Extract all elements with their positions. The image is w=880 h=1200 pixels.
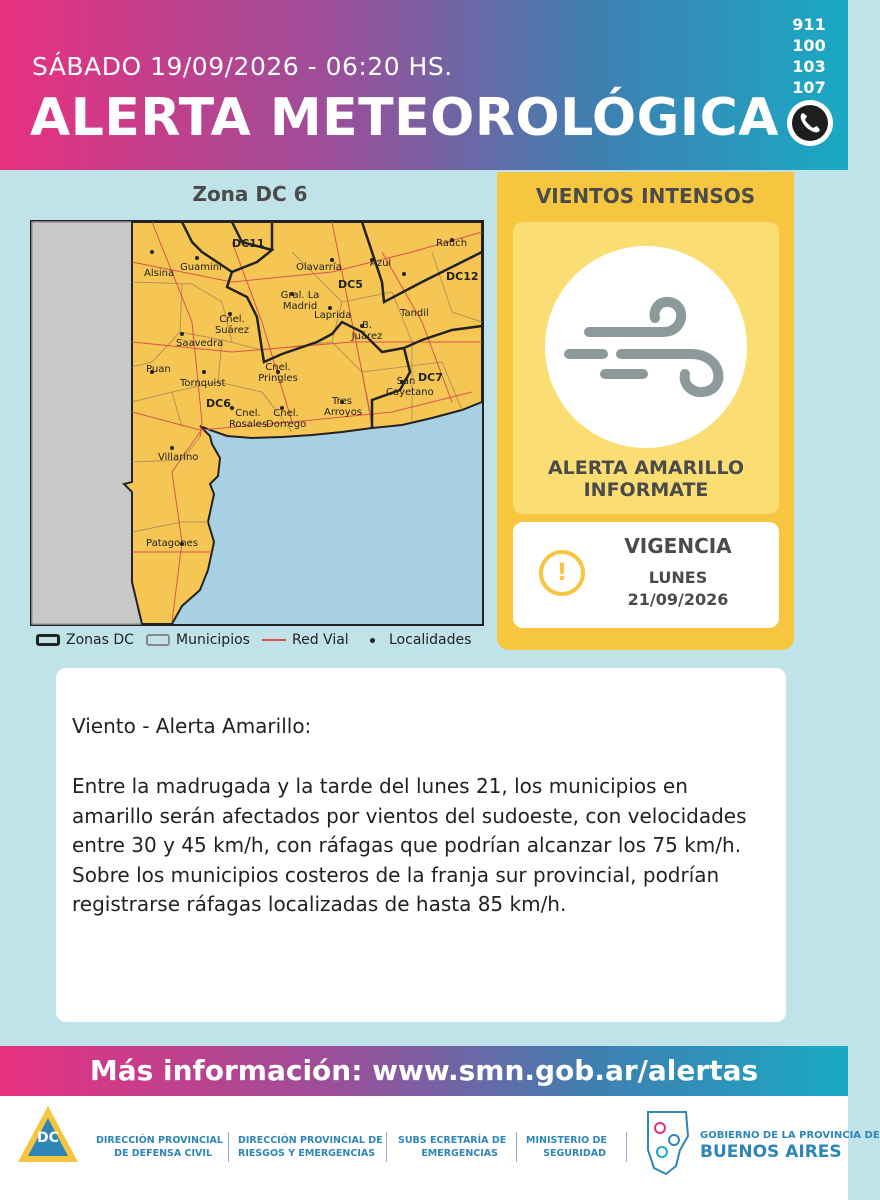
- validity-day: LUNES: [648, 568, 708, 587]
- locality-label: Cnel. Dorrego: [266, 408, 307, 430]
- locality-label: Villarino: [158, 452, 199, 463]
- header-banner: [0, 0, 848, 170]
- page-title: ALERTA METEOROLÓGICA: [30, 88, 780, 148]
- alert-level: [513, 457, 779, 501]
- divider: [626, 1132, 627, 1162]
- wind-icon: [545, 246, 747, 448]
- emergency-number: 103: [792, 57, 826, 76]
- validity-card: [513, 522, 779, 628]
- phenomenon-title: VIENTOS INTENSOS: [535, 184, 756, 208]
- locality-dot-swatch: [370, 638, 375, 643]
- alert-level-line1: ALERTA AMARILLO: [547, 457, 745, 479]
- locality-label: Puan: [146, 364, 171, 375]
- footer-logos: [0, 1096, 880, 1200]
- locality-label: Cnel. Suárez: [214, 314, 250, 336]
- province-name: BUENOS AIRES: [700, 1142, 842, 1162]
- locality-label: Tornquist: [180, 378, 226, 389]
- locality-label: Alsina: [144, 268, 175, 279]
- alert-icon-card: [513, 222, 779, 514]
- legend-item: Localidades: [370, 632, 471, 648]
- message-heading: Viento - Alerta Amarillo:: [72, 714, 312, 738]
- phone-icon: [787, 100, 833, 146]
- locality-label: Laprida: [314, 310, 352, 321]
- zone-label: DC11: [232, 237, 265, 250]
- org-ministerio-seguridad: MINISTERIO DE SEGURIDAD: [526, 1135, 607, 1159]
- alert-level-line2: INFORMATE: [583, 479, 709, 501]
- zone-title: Zona DC 6: [192, 182, 308, 206]
- locality-label: Guamini: [180, 262, 222, 273]
- emergency-number: 100: [792, 36, 826, 55]
- legend-item: Zonas DC: [36, 632, 134, 648]
- divider: [516, 1132, 517, 1162]
- org-riesgos-emergencias: DIRECCIÓN PROVINCIAL DE RIESGOS Y EMERGENCIAS: [238, 1135, 383, 1159]
- org-subsecretaria-emergencias: SUBS ECRETARÍA DE EMERGENCIAS: [398, 1135, 507, 1159]
- province-subtitle: GOBIERNO DE LA PROVINCIA DE: [700, 1130, 880, 1141]
- zone-label: DC6: [206, 397, 231, 410]
- locality-label: Saavedra: [176, 338, 224, 349]
- alert-message-box: [56, 668, 786, 1022]
- emergency-number: 911: [792, 15, 826, 34]
- municipality-border-swatch: [146, 634, 170, 646]
- road-swatch: [262, 639, 286, 641]
- emergency-number: 107: [792, 78, 826, 97]
- buenos-aires-province-logo: [640, 1106, 694, 1178]
- locality-label: B. Juárez: [351, 320, 383, 342]
- org-defensa-civil: DIRECCIÓN PROVINCIAL DE DEFENSA CIVIL: [96, 1135, 223, 1159]
- issue-date-time: SÁBADO 19/09/2026 - 06:20 HS.: [32, 52, 453, 81]
- locality-label: Patagones: [146, 538, 198, 549]
- more-info-banner: [0, 1046, 848, 1096]
- legend-item: Red Vial: [262, 632, 349, 648]
- legend-item: Municipios: [146, 632, 250, 648]
- locality-label: Gral. La Madrid: [280, 290, 320, 312]
- zone-label: DC5: [338, 278, 363, 291]
- locality-label: Cnel. Pringles: [258, 362, 298, 384]
- divider: [386, 1132, 387, 1162]
- locality-label: San Cayetano: [386, 376, 434, 398]
- locality-label: Azul: [370, 258, 392, 269]
- emergency-numbers: [782, 14, 836, 98]
- zone-label: DC7: [418, 371, 443, 384]
- locality-label: Olavarría: [296, 262, 342, 273]
- dc-logo-text: DC: [37, 1130, 59, 1146]
- alert-panel: [497, 172, 794, 650]
- more-info-link[interactable]: Más información: www.smn.gob.ar/alertas: [89, 1054, 759, 1087]
- divider: [228, 1132, 229, 1162]
- alert-map: [30, 220, 484, 626]
- warning-icon: !: [539, 550, 585, 596]
- locality-label: Tandil: [400, 308, 429, 319]
- zone-label: DC12: [446, 270, 479, 283]
- validity-label: VIGENCIA: [624, 534, 732, 558]
- message-body: Entre la madrugada y la tarde del lunes 21, los municipios en amarillo serán afectados por vientos del sudoeste, con velocidades entre 30 y 45 km/h, con ráfagas que podrían alcanzar los 75 km/h. Sobre los municipios costeros de la franja sur provincial, podrían registrarse ráfagas localizadas de hasta 85 km/h.: [72, 774, 747, 916]
- zone-border-swatch: [36, 634, 60, 646]
- locality-label: Rauch: [436, 238, 468, 249]
- locality-label: Tres Arroyos: [324, 396, 363, 418]
- locality-label: Cnel. Rosales: [228, 408, 268, 430]
- validity-date: 21/09/2026: [627, 590, 729, 609]
